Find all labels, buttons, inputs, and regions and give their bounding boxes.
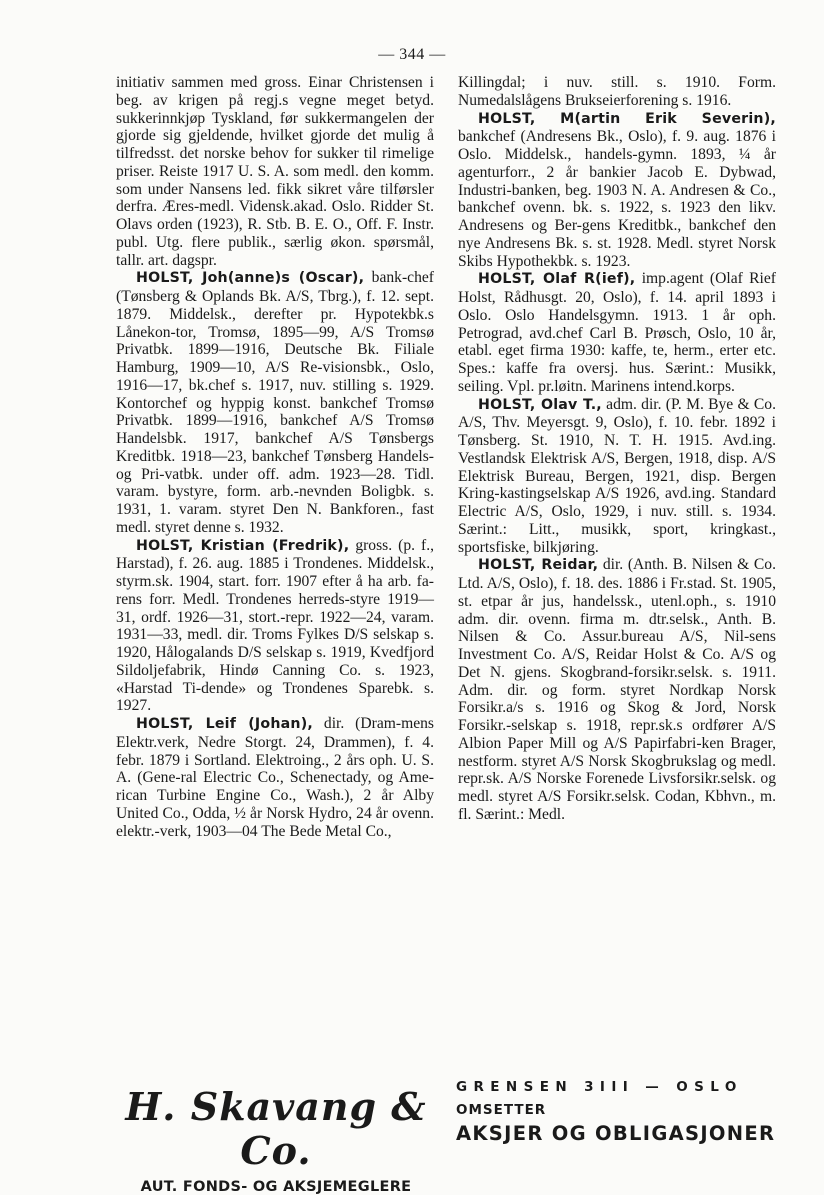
entry-holst-olav — [458, 396, 776, 557]
entry-text: dir. (Dram-mens Elektr.verk, Nedre Storgt. 24, Drammen), f. 4. febr. 1879 i Sortland. Elektroing., 2 års oph. U. S. A. (Gene-ral Electric Co., Schenectady, og Ame-rican Turbine Engine Co., Wash.), 2 år Alby United Co., Odda, ½ år Norsk Hydro, 24 år ovenn. elektr.-verk, 1903—04 The Bede Metal Co., — [116, 715, 434, 840]
entry-text: bank-chef (Tønsberg & Oplands Bk. A/S, Tbrg.), f. 12. sept. 1879. Middelsk., derefter pr. Hypotekbk.s Lånekon-tor, Tromsø, 1895—99, A/S Tromsø Privatbk. 1899—1916, Deutsche Bk. Filiale Hamburg, 1909—10, A/S Re-visionsbk., Oslo, 1916—17, bk.chef s. 1917, nuv. stilling s. 1929. Kontorchef og hyppig konst. bankchef Tromsø Privatbk. 1899—1916, bankchef A/S Tromsø Handelsbk. 1917, bankchef A/S Tønsbergs Kreditbk. 1918—23, bankchef Tønsberg Handels- og Pri-vatbk. under off. adm. 1923—28. Tidl. varam. bystyre, form. arb.-nevnden Boligbk. s. 1931, 1. varam. styret Den N. Bankforen., fast medl. styret denne s. 1932. — [116, 269, 434, 536]
entry-name: HOLST, M(artin Erik Severin), — [478, 110, 776, 127]
entry-holst-olaf — [458, 270, 776, 395]
left-column — [116, 74, 434, 840]
entry-text: imp.agent (Olaf Rief Holst, Rådhusgt. 20, Oslo), f. 14. april 1893 i Oslo. Oslo Handelsgymn. 1913. 1 år oph. Petrograd, avd.chef Carl B. Prøsch, Oslo, 10 år, etabl. eget firma 1930: kaffe, te, herm., erter etc. Spes.: kaffe fra oversj. hus. Særint.: Musikk, seiling. Vpl. pr.løitn. Marinens intend.korps. — [458, 270, 777, 395]
entry-name: HOLST, Joh(anne)s (Oscar), — [136, 270, 365, 287]
entry-name: HOLST, Leif (Johan), — [136, 716, 313, 732]
entry-holst-martin — [458, 110, 776, 271]
advertisement-omsetter: OMSETTER — [456, 1102, 547, 1118]
entry-name: HOLST, Kristian (Fredrik), — [136, 537, 350, 554]
entry-text: gross. (p. f., Harstad), f. 26. aug. 1885 i Trondenes. Middelsk., styrm.sk. 1904, start. forr. 1907 efter å ha arb. fa-rens forr. Medl. Trondenes herreds-styre 1919—31, ordf. 1926—31, stort.-repr. 1922—24, varam. 1931—33, medl. dir. Troms Fylkes D/S selskap s. 1920, Hålogalands D/S selskap s. 1919, Kvedfjord Sildoljefabrik, Hindø Canning Co. s. 1923, «Harstad Ti-dende» og Trondenes Sparebk. s. 1927. — [116, 536, 434, 715]
advertisement-address: GRENSEN 3III — OSLO — [456, 1079, 743, 1095]
entry-holst-leif — [116, 715, 434, 840]
entry-name: HOLST, Olav T., — [478, 396, 602, 413]
left-column-intro: initiativ sammen med gross. Einar Christensen i beg. av krigen på regj.s vegne meget betyd. sukkerinnkjøp Tyskland, før sukkermangelen der gjorde sig gjeldende, hvilket gjorde det mulig å tilfredsst. det norske behov for sukker til rimelige priser. Reiste 1917 U. S. A. som medl. den komm. som under Nansens led. fikk sikret våre tilførsler derfra. Æres-medl. Vidensk.akad. Oslo. Ridder St. Olavs orden (1923), R. Stb. B. E. O., Off. F. Instr. publ. Utg. flere publik., særlig økon. spørsmål, tallr. art. dagspr. — [116, 74, 434, 269]
advertisement-skavang — [116, 1085, 436, 1195]
entry-text: adm. dir. (P. M. Bye & Co. A/S, Thv. Meyersgt. 9, Oslo), f. 10. febr. 1892 i Tønsberg. St. 1910, N. T. H. 1915. Avd.ing. Vestlandsk Elektrisk A/S, Bergen, 1918, disp. A/S Elektrisk Bureau, Bergen, 1921, disp. Bergen Kring-kastingselskap A/S 1926, avd.ing. Standard Electric A/S, Oslo, 1929, i nuv. still. s. 1934. Særint.: Litt., musikk, sport, kringkast., sportsfiske, bilkjøring. — [458, 395, 776, 556]
page-number: — 344 — — [378, 46, 446, 63]
right-column — [458, 74, 776, 824]
entry-text: bankchef (Andresens Bk., Oslo), f. 9. aug. 1876 i Oslo. Middelsk., handels-gymn. 1893, ¼ år agenturforr., 2 år bankier Jacob E. Dybwad, Industri-banken, beg. 1903 N. A. Andresen & Co., bankchef ovenn. bk. s. 1922, s. 1923 den likv. Andresens og Ber-gens Kreditbk., bankchef den nye Andresens Bk. s. st. 1928. Medl. styret Norsk Skibs Hypothekbk. s. 1923. — [458, 128, 776, 270]
advertisement-grensen — [456, 1079, 786, 1145]
entry-holst-reidar — [458, 556, 776, 823]
entry-holst-kristian — [116, 537, 434, 716]
entry-name: HOLST, Olaf R(ief), — [478, 271, 636, 288]
advertisement-aksjer: AKSJER OG OBLIGASJONER — [456, 1122, 776, 1145]
right-column-intro: Killingdal; i nuv. still. s. 1910. Form. Numedalslågens Brukseierforening s. 1916. — [458, 74, 776, 109]
entry-holst-johannes — [116, 269, 434, 536]
skavang-logo: H. Skavang & Co. — [125, 1084, 427, 1173]
skavang-tagline: AUT. FONDS- OG AKSJEMEGLERE — [140, 1179, 412, 1195]
entry-name: HOLST, Reidar, — [478, 557, 599, 574]
entry-text: dir. (Anth. B. Nilsen & Co. Ltd. A/S, Oslo), f. 18. des. 1886 i Fr.stad. St. 1905, st. etpar år jus, handelssk., utenl.oph., s. 1910 adm. dir. ovenn. firma m. dtr.selsk., Anth. B. Nilsen & Co. Assur.bureau A/S, Nil-sens Investment Co. A/S, Reidar Holst & Co. A/S og Det N. gjens. Skogbrand-forsikr.selsk. s. 1911. Adm. dir. og form. styret Nordkap Norsk Forsikr.a/s s. 1916 og Skog & Jord, Norsk Forsikr.-selskap s. 1918, repr.sk.s ordfører A/S Albion Paper Mill og A/S Papirfabri-ken Brager, nestform. styret A/S Norsk Skogbrukslag og medl. repr.sk. A/S Norske Forenede Livsforsikr.selsk. og medl. styret A/S Forsikr.selsk. Codan, Kbhvn., m. fl. Særint.: Medl. — [458, 556, 776, 823]
